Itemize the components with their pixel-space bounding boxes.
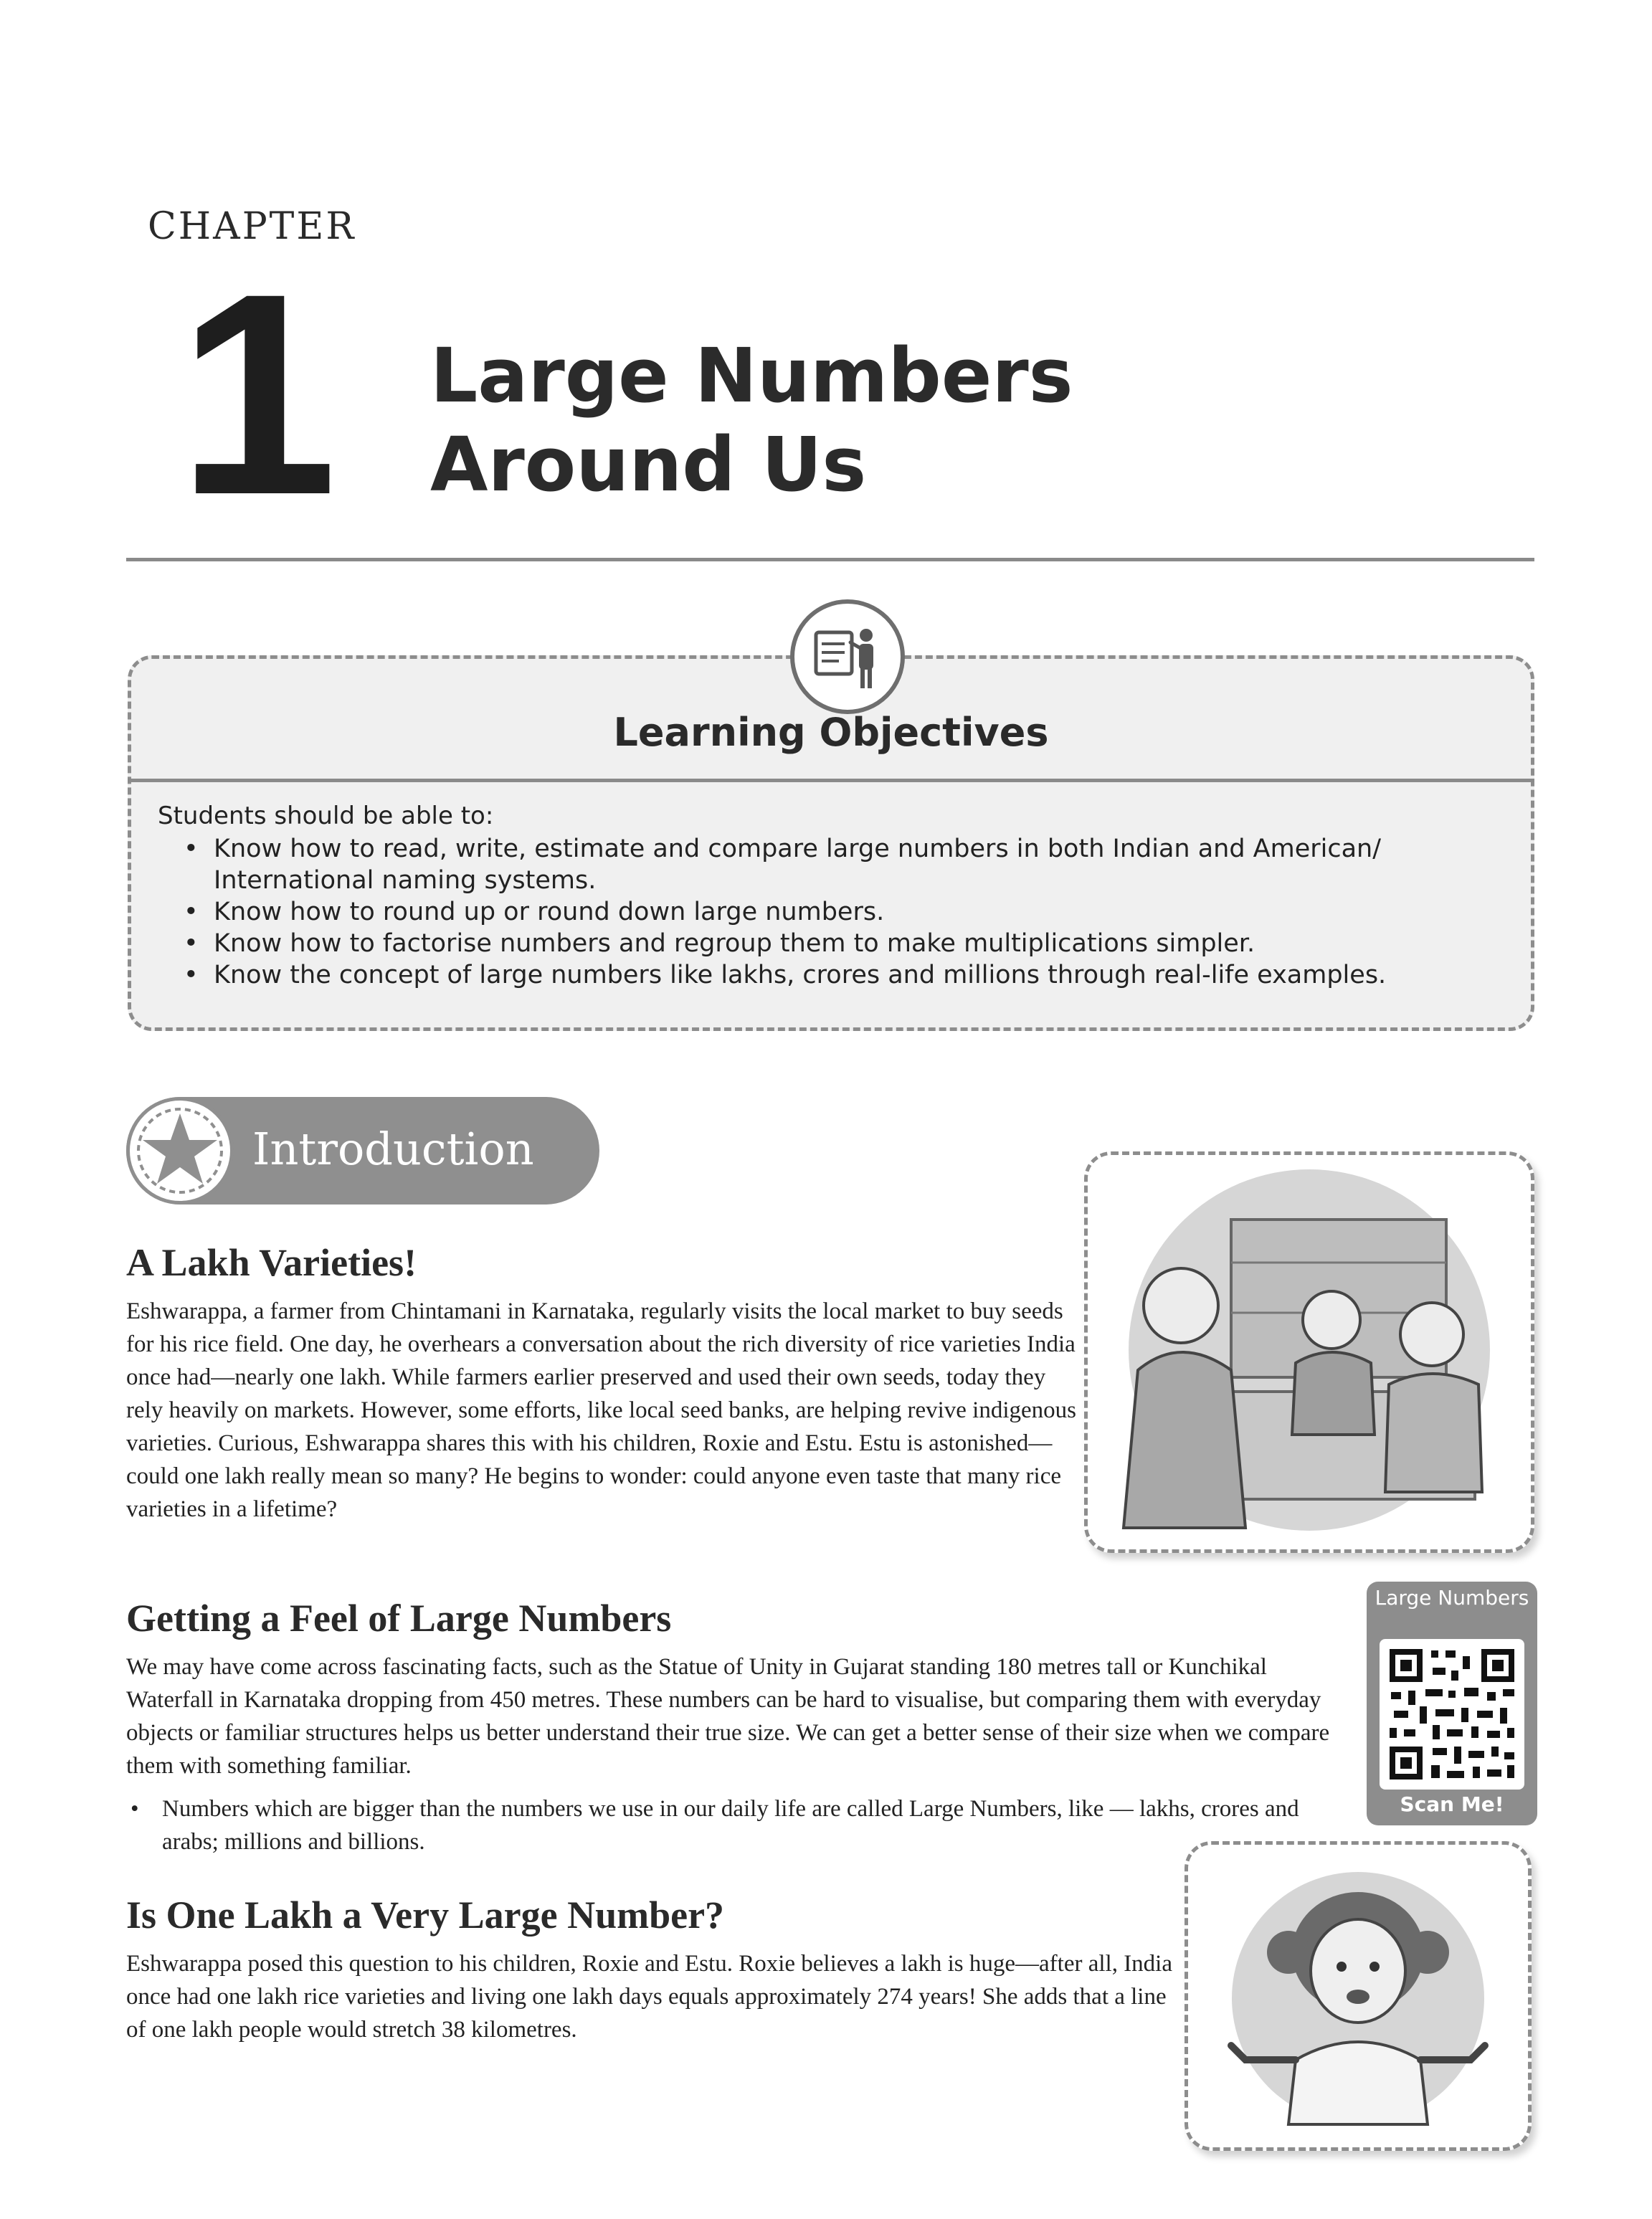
section-heading: A Lakh Varieties! (126, 1241, 417, 1284)
girl-illustration (1185, 1841, 1532, 2151)
market-illustration (1084, 1151, 1534, 1553)
chapter-title-line-2: Around Us (430, 421, 867, 508)
title-divider (126, 558, 1534, 561)
qr-code[interactable] (1380, 1639, 1524, 1790)
objective-item: • Know how to factorise numbers and regroup them to make multiplications simpler. (179, 928, 1513, 959)
section-paragraph: Eshwarappa, a farmer from Chintamani in Karnataka, regularly visits the local market to buy seeds for his rice field. One day, he overhears a conversation about the rich diversity of rice varieties India once had—nearly one lakh. While farmers earlier preserved and used their own seeds, today they rely heavily on markets. However, some efforts, like local seed banks, are helping revive indigenous varieties. Curious, Eshwarappa shares this with his children, Roxie and Estu. Estu is astonished—could one lakh really mean so many? He begins to wonder: could anyone even taste that many rice varieties in a lifetime? (126, 1298, 1076, 1522)
objectives-heading: Learning Objectives (613, 710, 1049, 755)
qr-scan-label: Scan Me! (1400, 1792, 1504, 1816)
chapter-label: CHAPTER (148, 205, 356, 248)
section-heading: Getting a Feel of Large Numbers (126, 1597, 672, 1640)
chapter-title-line-1: Large Numbers (430, 332, 1073, 419)
section-paragraph: We may have come across fascinating facts, such as the Statue of Unity in Gujarat standing 180 metres tall or Kunchikal Waterfall in Karnataka dropping from 450 metres. These numbers can be hard to visualise, but comparing them with everyday objects or familiar structures helps us better understand their true size. We can get a better sense of their size when we compare them with something familiar. (126, 1654, 1330, 1779)
section-paragraph: Eshwarappa posed this question to his children, Roxie and Estu. Roxie believes a lakh is huge—after all, India once had one lakh rice varieties and living one lakh days equals approximately 274 years! She adds that a line of one lakh people would stretch 38 kilometres. (126, 1951, 1172, 2043)
section-bullet-list (126, 1792, 1316, 1858)
objectives-divider (128, 779, 1534, 782)
chapter-number: 1 (178, 234, 331, 554)
objective-item: • Know how to round up or round down large numbers. (179, 896, 1513, 928)
objective-item: • Know how to read, write, estimate and compare large numbers in both Indian and American/ International naming systems. (179, 833, 1513, 896)
section-heading: Is One Lakh a Very Large Number? (126, 1893, 725, 1937)
introduction-label: Introduction (252, 1123, 534, 1175)
objective-item: • Know the concept of large numbers like lakhs, crores and millions through real-life examples. (179, 959, 1513, 991)
objectives-intro: Students should be able to: (158, 802, 494, 830)
objectives-list (179, 833, 1513, 991)
chapter-title (430, 331, 1073, 509)
bullet-item: • Numbers which are bigger than the numbers we use in our daily life are called Large Numbers, like — lakhs, crores and arabs; millions and billions. (162, 1792, 1316, 1858)
teacher-board-icon (790, 599, 905, 714)
qr-label: Large Numbers (1375, 1586, 1529, 1610)
star-icon (126, 1097, 234, 1204)
